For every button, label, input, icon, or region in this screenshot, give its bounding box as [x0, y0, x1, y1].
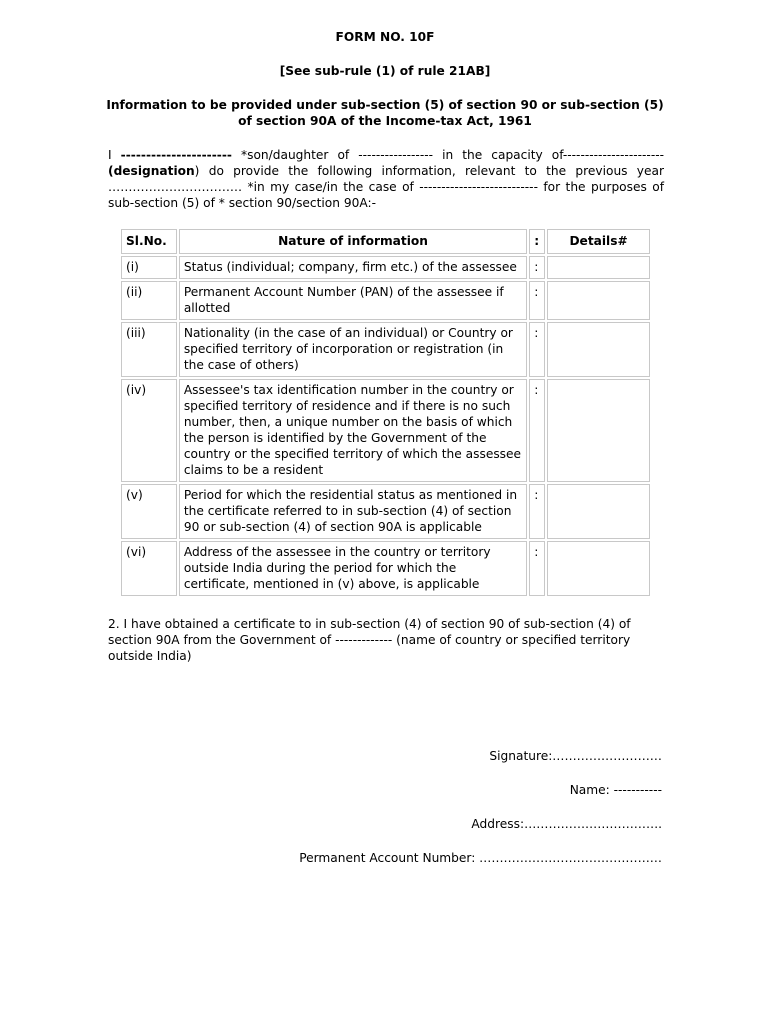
row-colon: : — [529, 541, 545, 596]
table-header-row — [121, 229, 650, 254]
row-sl: (vi) — [121, 541, 177, 596]
row-nature: Permanent Account Number (PAN) of the assessee if allotted — [179, 281, 527, 320]
row-details-field[interactable] — [547, 379, 650, 482]
header-sl-no: Sl.No. — [121, 229, 177, 254]
row-nature: Period for which the residential status as mentioned in the certificate referred to in sub-section (4) of section 90 or sub-section (4) of section 90A is applicable — [179, 484, 527, 539]
table-row — [121, 322, 650, 377]
sub-rule-heading: [See sub-rule (1) of rule 21AB] — [279, 64, 491, 78]
row-nature: Status (individual; company, firm etc.) of the assessee — [179, 256, 527, 279]
name-line: Name: ----------- — [569, 783, 662, 797]
row-details-field[interactable] — [547, 541, 650, 596]
form-title: Information to be provided under sub-section (5) of section 90 or sub-section (5) of section 90A of the Income-tax Act, 1961 — [106, 98, 664, 128]
declaration-text-3: ) do provide the following information, relevant to the previous year …………………………… *in my case/in the case of --------------------------- for the purposes of sub-section (5) of * section 90/section 90A:- — [108, 164, 664, 210]
row-sl: (iv) — [121, 379, 177, 482]
information-table — [119, 227, 652, 598]
row-colon: : — [529, 256, 545, 279]
row-colon: : — [529, 484, 545, 539]
row-nature: Assessee's tax identification number in the country or specified territory of residence and if there is no such number, then, a unique number on the basis of which the person is identified by the Government of the country or the specified territory of which the assessee claims to be a resident — [179, 379, 527, 482]
certificate-paragraph: 2. I have obtained a certificate to in sub-section (4) of section 90 of sub-section (4) of section 90A from the Government of ------------- (name of country or specified territory outside India) — [108, 617, 631, 663]
signature-line: Signature:……………………… — [489, 749, 662, 763]
row-colon: : — [529, 281, 545, 320]
row-details-field[interactable] — [547, 484, 650, 539]
designation-label: (designation — [108, 164, 195, 178]
row-sl: (iii) — [121, 322, 177, 377]
row-nature: Address of the assessee in the country or territory outside India during the period for which the certificate, mentioned in (v) above, is applicable — [179, 541, 527, 596]
declaration-paragraph — [108, 147, 664, 211]
row-sl: (i) — [121, 256, 177, 279]
row-colon: : — [529, 379, 545, 482]
row-nature: Nationality (in the case of an individual) or Country or specified territory of incorporation or registration (in the case of others) — [179, 322, 527, 377]
row-colon: : — [529, 322, 545, 377]
row-sl: (v) — [121, 484, 177, 539]
table-row — [121, 379, 650, 482]
pan-line: Permanent Account Number: ……………………………………… — [299, 851, 662, 865]
table-row — [121, 541, 650, 596]
form-number-heading: FORM NO. 10F — [335, 30, 435, 44]
declaration-text-1: I — [108, 148, 121, 162]
header-nature: Nature of information — [179, 229, 527, 254]
row-sl: (ii) — [121, 281, 177, 320]
row-details-field[interactable] — [547, 256, 650, 279]
address-line: Address:……………………………. — [471, 817, 662, 831]
table-row — [121, 256, 650, 279]
header-colon: : — [529, 229, 545, 254]
header-details: Details# — [547, 229, 650, 254]
row-details-field[interactable] — [547, 322, 650, 377]
table-row — [121, 281, 650, 320]
declaration-text-2: *son/daughter of ----------------- in the capacity of----------------------- — [231, 148, 665, 162]
table-row — [121, 484, 650, 539]
row-details-field[interactable] — [547, 281, 650, 320]
name-blank: ---------------------- — [120, 148, 232, 162]
